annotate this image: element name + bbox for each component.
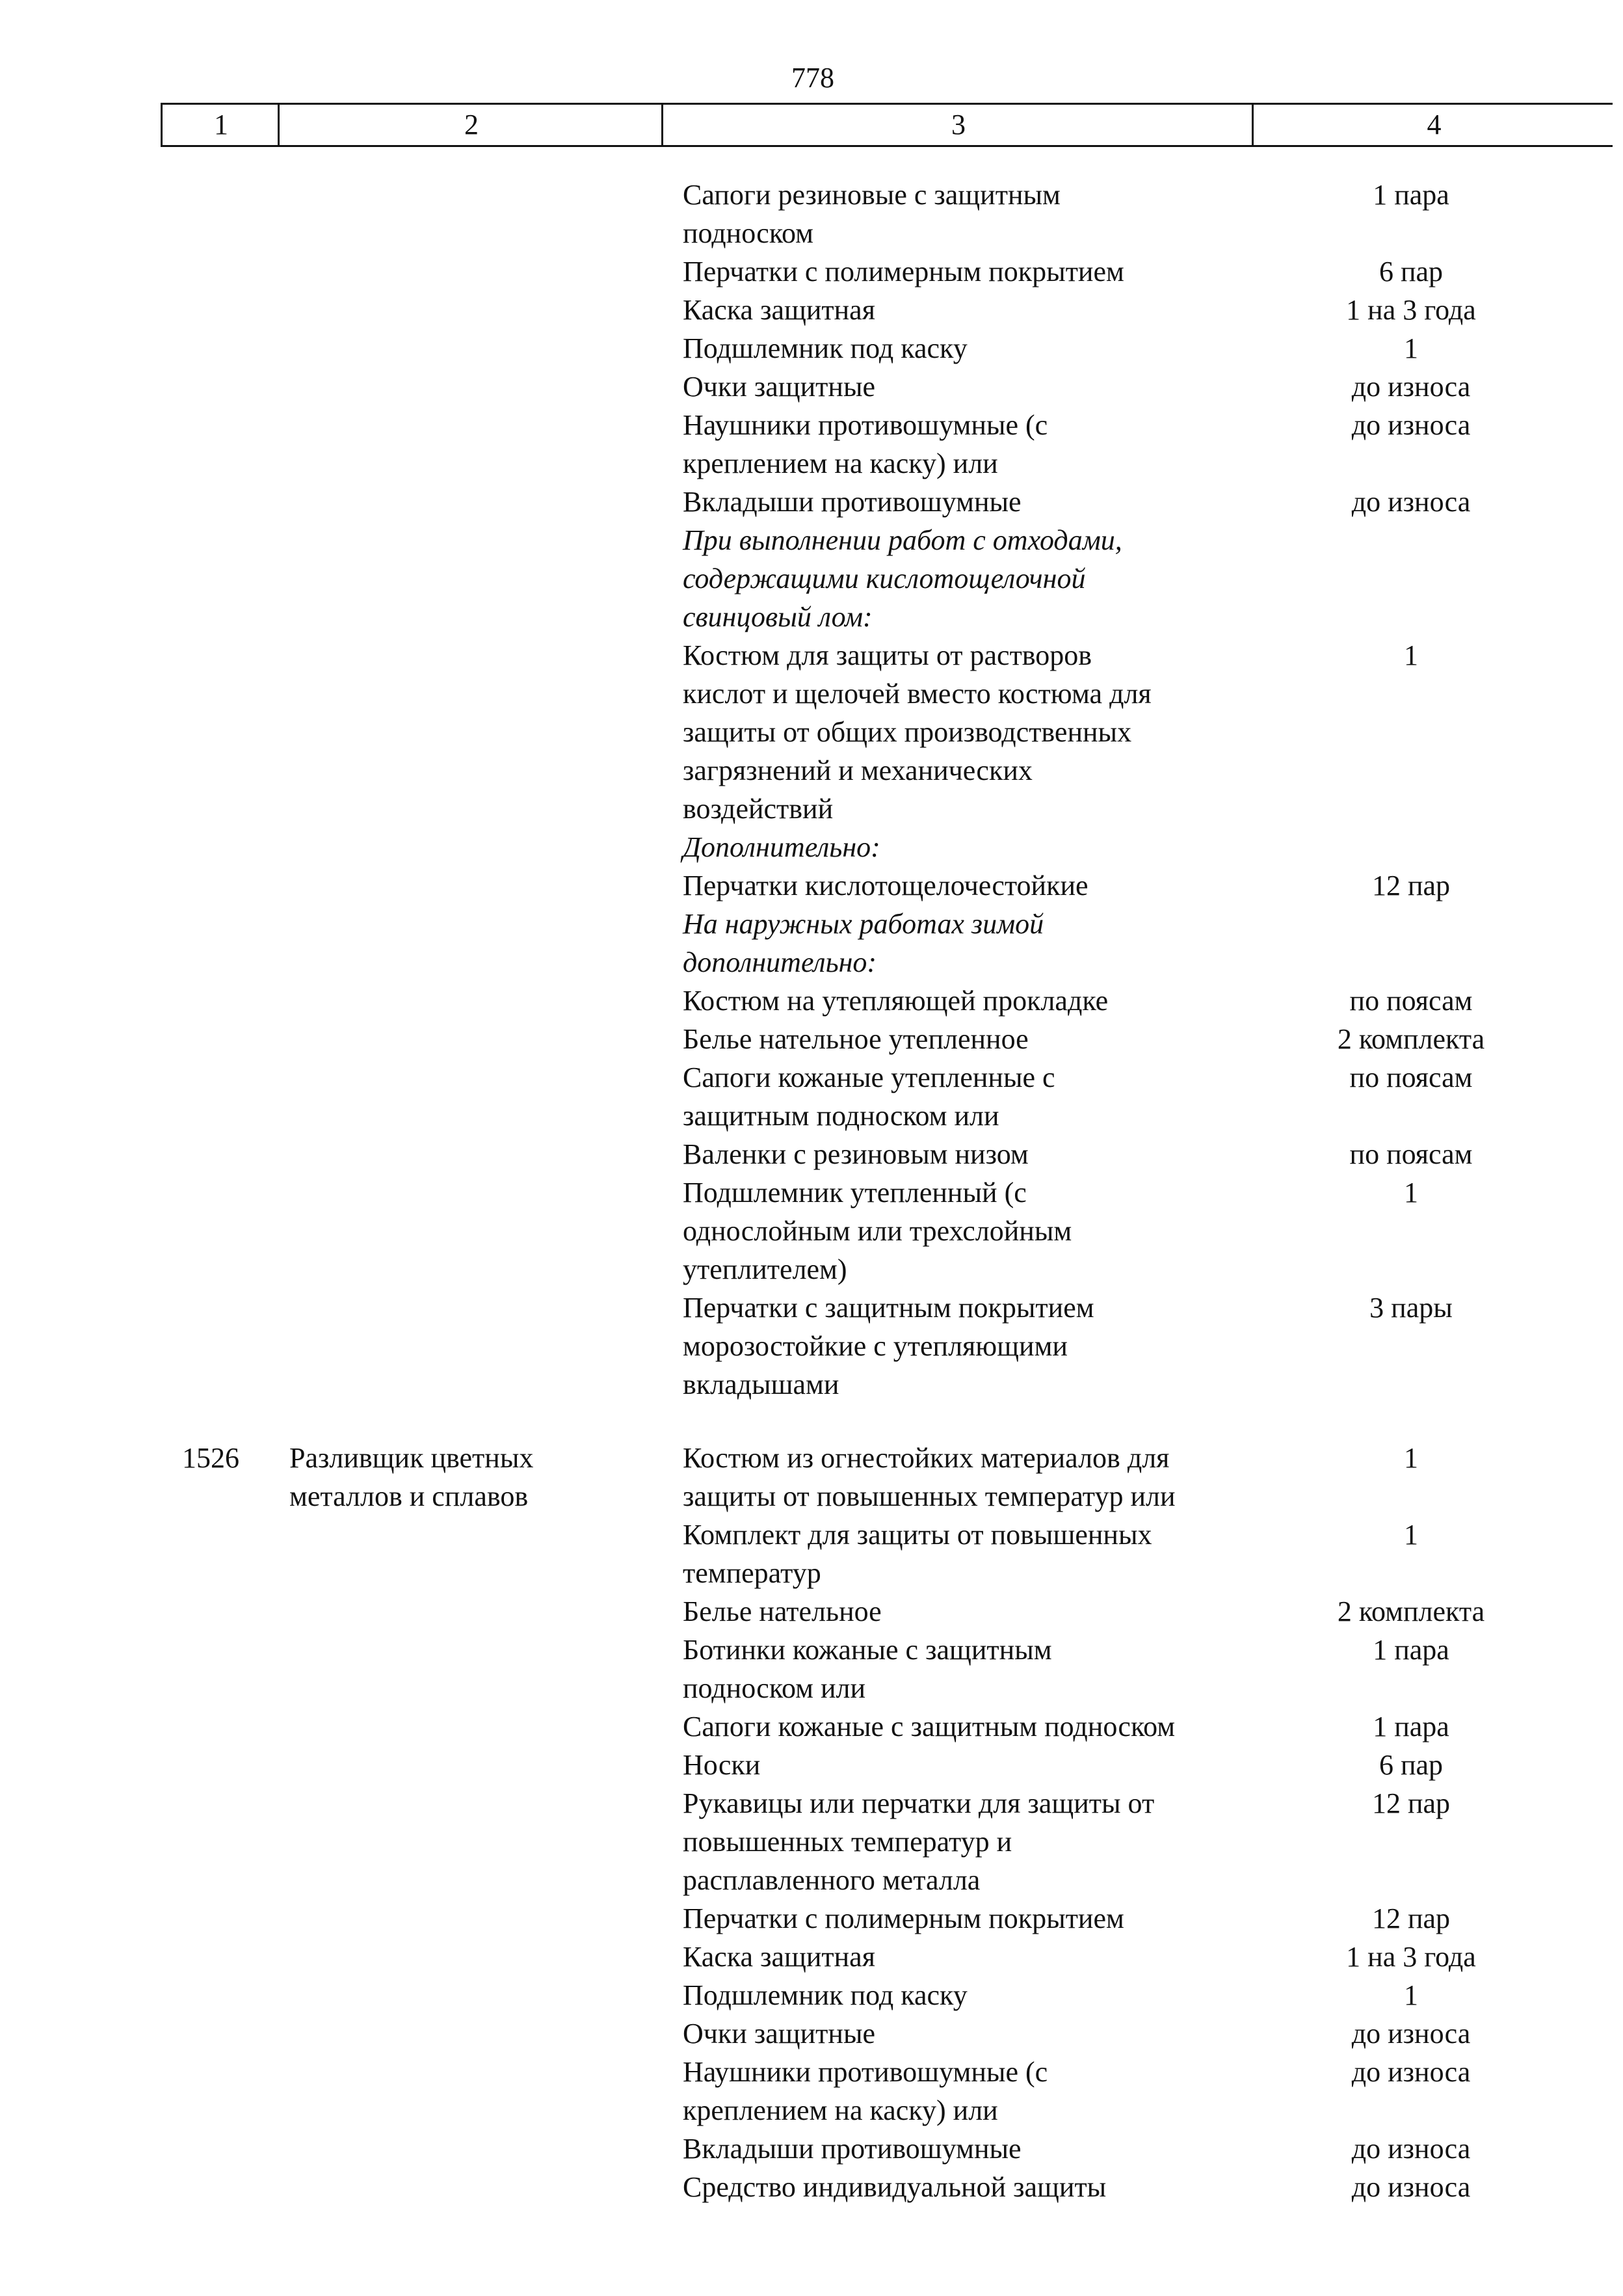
issue-norm: 2 комплекта [1337,1023,1485,1055]
item-name: Перчатки кислотощелочестойкие [683,870,1089,901]
item-name: Очки защитные [683,371,876,403]
issue-norm: до износа [1351,2018,1471,2049]
item-name: Комплект для защиты от повышенных температур [683,1519,1152,1589]
item-name: Подшлемник утепленный (с однослойным или трехслойным утеплителем) [683,1177,1072,1285]
issue-norm: 1 на 3 года [1346,294,1476,326]
item-name: Белье нательное [683,1595,882,1627]
issue-norm: по поясам [1349,1061,1473,1093]
entry-number: 1526 [182,1442,239,1474]
item-name: Вкладыши противошумные [683,2133,1022,2165]
item-name: Средство индивидуальной защиты [683,2171,1107,2203]
issue-norm: до износа [1351,2171,1471,2203]
item-name: Перчатки с защитным покрытием морозостойкие с утепляющими вкладышами [683,1292,1094,1400]
header-col-2: 2 [278,105,663,145]
issue-norm: 1 пара [1373,179,1449,211]
section-note: При выполнении работ с отходами, содержащими кислотощелочной свинцовый лом: [683,524,1122,633]
issue-norm: до износа [1351,486,1471,518]
item-name: Наушники противошумные (с креплением на каску) или [683,409,1048,479]
item-name: Сапоги кожаные утепленные с защитным подноском или [683,1061,1055,1132]
item-name: Каска защитная [683,294,875,326]
header-col-4: 4 [1252,105,1615,145]
issue-norm: 1 пара [1373,1634,1449,1666]
issue-norm: 1 [1404,332,1418,364]
item-name: Валенки с резиновым низом [683,1138,1029,1170]
item-name: Костюм на утепляющей прокладке [683,985,1109,1017]
issue-norm: 1 пара [1373,1711,1449,1742]
issue-norm: до износа [1351,371,1471,403]
item-name: Каска защитная [683,1941,875,1973]
issue-norm: до износа [1351,2133,1471,2165]
item-name: Костюм для защиты от растворов кислот и щелочей вместо костюма для защиты от общих производственных загрязнений и механических воздействий [683,639,1152,825]
item-name: Подшлемник под каску [683,332,968,364]
issue-norm: 3 пары [1369,1292,1453,1324]
issue-norm: 6 пар [1379,1749,1444,1781]
item-name: Перчатки с полимерным покрытием [683,1902,1124,1934]
item-name: Подшлемник под каску [683,1979,968,2011]
item-name: Рукавицы или перчатки для защиты от повышенных температур и расплавленного металла [683,1787,1155,1896]
issue-norm: 2 комплекта [1337,1595,1485,1627]
issue-norm: 1 на 3 года [1346,1941,1476,1973]
issue-norm: 12 пар [1371,1902,1451,1934]
issue-norm: 1 [1404,1519,1418,1551]
issue-norm: 1 [1404,1177,1418,1208]
header-col-3: 3 [661,105,1254,145]
issue-norm: 6 пар [1379,256,1444,287]
item-name: Сапоги кожаные с защитным подноском [683,1711,1176,1742]
header-col-1: 1 [161,105,280,145]
item-name: Костюм из огнестойких материалов для защиты от повышенных температур или [683,1442,1176,1512]
issue-norm: 1 [1404,1442,1418,1474]
profession-name: Разливщик цветных металлов и сплавов [289,1442,534,1512]
issue-norm: 12 пар [1371,1787,1451,1819]
issue-norm: по поясам [1349,985,1473,1017]
item-name: Перчатки с полимерным покрытием [683,256,1124,287]
section-note: Дополнительно: [683,831,880,863]
issue-norm: 1 [1404,639,1418,671]
page-number: 778 [791,62,834,94]
issue-norm: по поясам [1349,1138,1473,1170]
section-note: На наружных работах зимой дополнительно: [683,908,1044,978]
issue-norm: до износа [1351,2056,1471,2088]
item-name: Наушники противошумные (с креплением на каску) или [683,2056,1048,2126]
issue-norm: до износа [1351,409,1471,441]
item-name: Сапоги резиновые с защитным подноском [683,179,1061,249]
item-name: Вкладыши противошумные [683,486,1022,518]
issue-norm: 12 пар [1371,870,1451,901]
item-name: Очки защитные [683,2018,876,2049]
table-header [161,103,1613,147]
item-name: Белье нательное утепленное [683,1023,1029,1055]
item-name: Носки [683,1749,761,1781]
issue-norm: 1 [1404,1979,1418,2011]
item-name: Ботинки кожаные с защитным подноском или [683,1634,1052,1704]
